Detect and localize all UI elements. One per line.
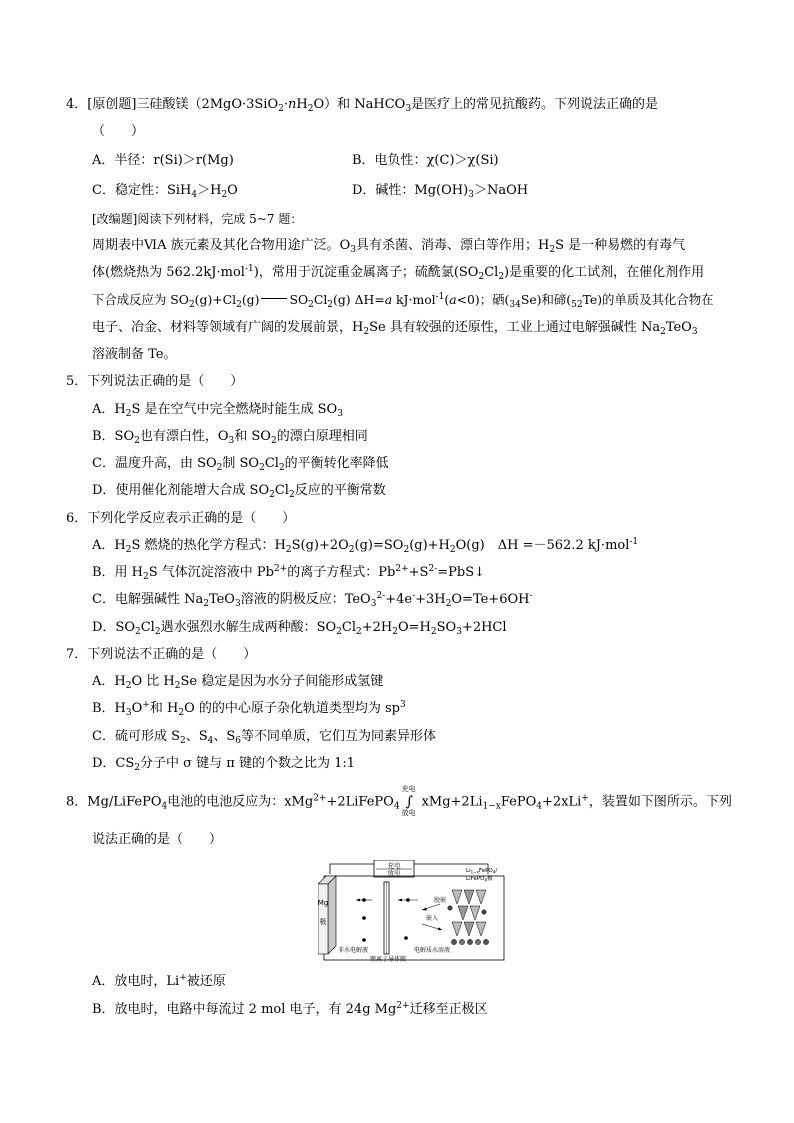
passage-line-5: 溶液制备 Te。 — [92, 347, 177, 362]
q4-option-d: D．碱性：$Mg(OH)_3>NaOH$ — [352, 183, 529, 200]
passage-line-3: 下合成反应为 $SO_2(g)+Cl_2(g)$ $SO_2Cl_2(g)$ ΔH=a kJ·mol$^{-1}$(a<0)；硒$(_{34}Se)$和碲$(_{52}Te)$的单质及其化合物在 — [92, 292, 714, 310]
q8-stem-line-2: 说法正确的是（ ） — [92, 832, 223, 847]
passage-line-2: 体(燃烧热为 562.2kJ·mol$^{-1}$)，常用于沉淀重金属离子；硫酰氯$(SO_2Cl_2)$是重要的化工试剂，在催化剂作用 — [92, 264, 705, 282]
q4-stem: 4．[原创题]三硅酸镁$(2MgO\cdot 3SiO_2\cdot nH_2O)$和 NaHCO$_3$是医疗上的常见抗酸药。下列说法正确的是 — [66, 97, 659, 114]
q6-option-c: C．电解强碱性 $Na_2TeO_3$溶液的阴极反应：$TeO_3^{2-}+4e^-+3H_2O=Te+6OH^-$ — [92, 591, 533, 609]
q7-stem: 7．下列说法不正确的是（ ） — [66, 647, 257, 662]
q8-option-a: A．放电时，Li+被还原 — [92, 973, 226, 989]
mg-electrode-label: Mg — [318, 899, 329, 907]
q7-option-d: D．$CS_2$分子中 σ 键与 π 键的个数之比为 1:1 — [92, 756, 356, 773]
q7-option-a: A．$H_2O$ 比 $H_2Se$ 稳定是因为水分子间能形成氢键 — [92, 674, 384, 691]
q5-option-a: A．$H_2S$ 是在空气中完全燃烧时能生成 $SO_3$ — [92, 402, 343, 419]
q7-option-c: C．硫可形成 $S_2$、$S_4$、$S_6$等不同单质，它们互为同素异形体 — [92, 729, 437, 746]
q6-stem: 6．下列化学反应表示正确的是（ ） — [66, 511, 296, 526]
q8-stem: 8．Mg/LiFePO$_4$电池的电池反应为：xMg$^{2+}$+2LiFePO$_4$ 充电 ∫ 放电 $xMg+2Li_{1-x}FePO_4+2xLi^+$，装置如下图所示。下列 — [66, 785, 732, 817]
passage-line-1: 周期表中ⅥA 族元素及其化合物用途广泛。$O_3$具有杀菌、消毒、漂白等作用；$H_2S$ 是一种易燃的有毒气 — [92, 238, 686, 255]
lifepo4-crystal — [448, 890, 489, 945]
q8-option-b: B．放电时，电路中每流过 2 mol 电子，有 24g $Mg^{2+}$迁移至正极区 — [92, 1001, 488, 1017]
battery-diagram — [318, 860, 510, 964]
right-solution-label: 电解质水溶液 — [414, 947, 451, 954]
cathode-label-2: LiFePO$_4$极 — [466, 876, 493, 883]
q4-paren: （ ） — [92, 124, 145, 139]
left-solution-label: 非水电解液 — [338, 947, 369, 954]
q4-option-c: C．稳定性：$SiH_4>H_2O$ — [92, 183, 238, 200]
arrow-label-out: 脱嵌 — [434, 897, 447, 904]
q6-option-b: B．用 $H_2S$ 气体沉淀溶液中 $Pb^{2+}$的离子方程式：$Pb^{2+}+S^{2-}=PbS↓$ — [92, 564, 486, 582]
switch-label-discharge: 放电 — [387, 869, 401, 877]
q5-option-b: B．$SO_2$也有漂白性，$O_3$和 $SO_2$的漂白原理相同 — [92, 429, 368, 446]
q5-option-d: D．使用催化剂能增大合成 $SO_2Cl_2$反应的平衡常数 — [92, 483, 386, 500]
membrane-label: 锂离子导体膜 — [370, 956, 407, 963]
q5-option-c: C．温度升高，由 $SO_2$制 $SO_2Cl_2$的平衡转化率降低 — [92, 456, 389, 473]
arrow-label-in: 嵌入 — [426, 915, 439, 922]
cathode-label-1: $Li_{1-x}FePO_4/$ — [466, 868, 498, 875]
q6-option-d: D．$SO_2Cl_2$遇水强烈水解生成两种酸：$SO_2Cl_2+2H_2O=H_2SO_3+2HCl$ — [92, 620, 507, 637]
passage-header: [改编题]阅读下列材料，完成 5~7 题： — [92, 212, 303, 226]
q4-option-b: B．电负性：χ(C)＞χ(Si) — [352, 153, 499, 168]
q5-stem: 5．下列说法正确的是（ ） — [66, 374, 244, 389]
q4-option-a: A．半径：r(Si)＞r(Mg) — [92, 153, 234, 168]
q6-option-a: A．$H_2S$ 燃烧的热化学方程式：$H_2S(g)+2O_2(g)=SO_2(g)+H_2O(g)$ ΔH =－562.2 kJ·mol$^{-1}$ — [92, 537, 639, 555]
passage-line-4: 电子、冶金、材料等领域有广阔的发展前景，$H_2Se$ 具有较强的还原性，工业上通过电解强碱性 $Na_2TeO_3$ — [92, 320, 698, 337]
svg-text:极: 极 — [319, 918, 327, 926]
q7-option-b: B．$H_3O^+$和 $H_2O$ 的的中心原子杂化轨道类型均为 $sp^3$ — [92, 700, 406, 718]
reversible-arrow: 充电 ∫ 放电 — [401, 785, 416, 817]
switch-label-charge: 充电 — [387, 861, 401, 870]
